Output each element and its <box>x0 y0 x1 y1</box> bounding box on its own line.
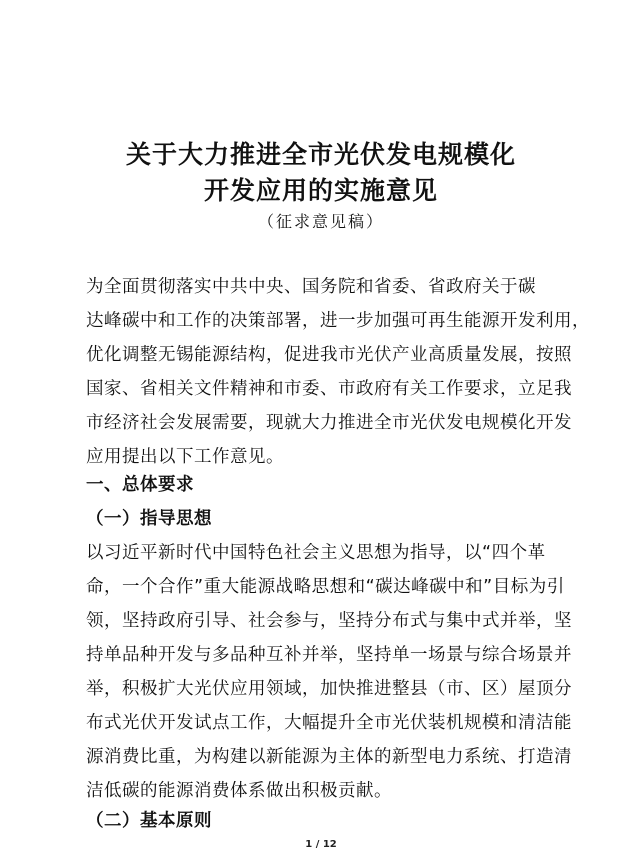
paragraph-line: 达峰碳中和工作的决策部署，进一步加强可再生能源开发利用， <box>86 311 590 331</box>
paragraph-line: 持单品种开发与多品种互补并举，坚持单一场景与综合场景并 <box>86 645 572 665</box>
paragraph-line: 优化调整无锡能源结构，促进我市光伏产业高质量发展，按照 <box>86 345 572 365</box>
paragraph-line: 布式光伏开发试点工作，大幅提升全市光伏装机规模和清洁能 <box>86 713 572 733</box>
paragraph-line: 为全面贯彻落实中共中央、国务院和省委、省政府关于碳 <box>86 277 536 297</box>
paragraph-line: 国家、省相关文件精神和市委、市政府有关工作要求，立足我 <box>86 379 572 399</box>
document-subtitle: （征求意见稿） <box>257 212 384 231</box>
page-number: 1 / 12 <box>305 839 337 850</box>
subsection-heading: （二）基本原则 <box>86 811 212 831</box>
paragraph-line: 以习近平新时代中国特色社会主义思想为指导，以“四个革 <box>86 543 546 563</box>
section-heading: 一、总体要求 <box>86 475 194 495</box>
subsection-heading: （一）指导思想 <box>86 509 212 529</box>
paragraph-line: 市经济社会发展需要，现就大力推进全市光伏发电规模化开发 <box>86 413 572 433</box>
paragraph-line: 洁低碳的能源消费体系做出积极贡献。 <box>86 781 392 801</box>
paragraph-line: 领，坚持政府引导、社会参与，坚持分布式与集中式并举，坚 <box>86 611 572 631</box>
paragraph-line: 命，一个合作”重大能源战略思想和“碳达峰碳中和”目标为引 <box>86 577 565 597</box>
paragraph-line: 举，积极扩大光伏应用领域，加快推进整县（市、区）屋顶分 <box>86 679 572 699</box>
paragraph-line: 源消费比重，为构建以新能源为主体的新型电力系统、打造清 <box>86 747 572 767</box>
document-title-line-1: 关于大力推进全市光伏发电规模化 <box>125 140 516 169</box>
document-title-line-2: 开发应用的实施意见 <box>203 176 438 205</box>
paragraph-line: 应用提出以下工作意见。 <box>86 447 284 467</box>
